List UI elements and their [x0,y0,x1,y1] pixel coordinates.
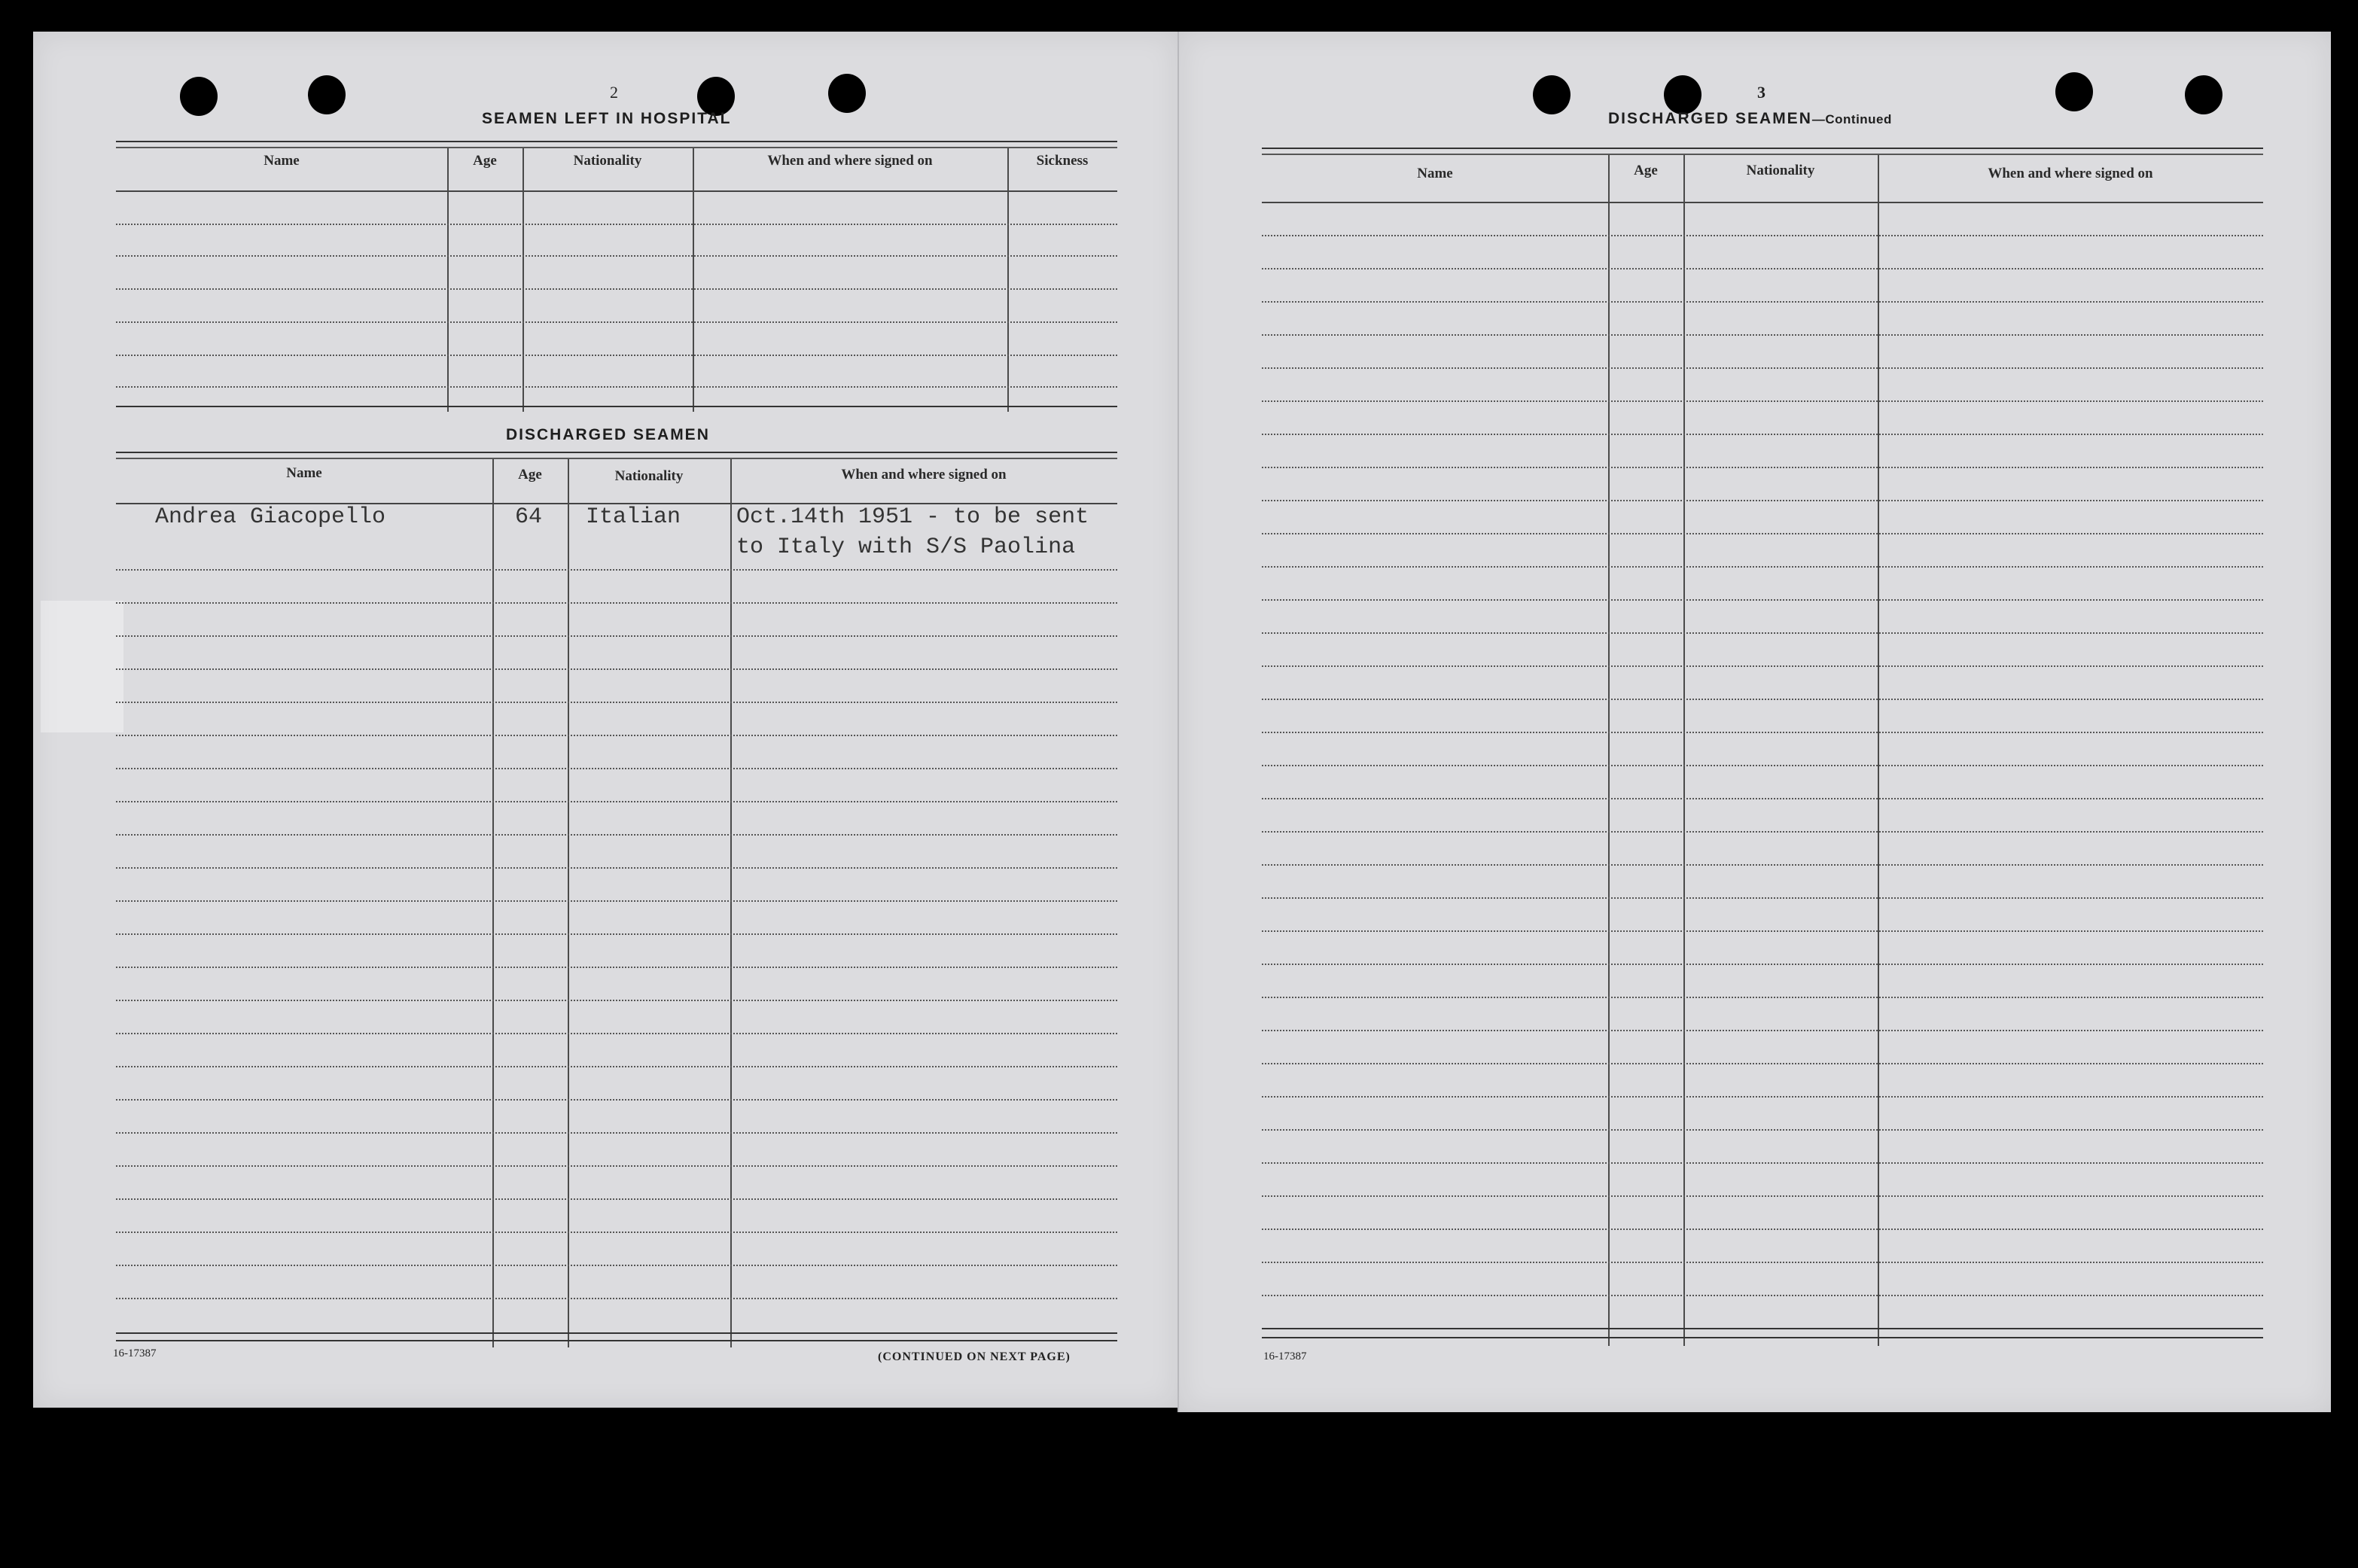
discharged-continued-title [1608,110,1892,128]
punch-hole [828,74,866,113]
col-header-name: Name [1417,166,1453,181]
page-number: 2 [610,83,618,102]
col-header-nationality: Nationality [614,468,684,484]
discharged-section-title: DISCHARGED SEAMEN [506,426,710,443]
page-number: 3 [1757,83,1765,102]
col-header-age: Age [473,153,497,169]
left-page [33,32,1177,1408]
punch-hole [1664,75,1701,114]
col-header-signed-on: When and where signed on [767,153,933,169]
entry-signed-on-line2: to Italy with S/S Paolina [736,534,1076,560]
entry-signed-on-line1: Oct.14th 1951 - to be sent [736,504,1089,530]
entry-nationality: Italian [586,504,681,530]
col-header-age: Age [1634,163,1658,178]
entry-age: 64 [515,504,543,530]
punch-hole [1533,75,1570,114]
col-header-nationality: Nationality [573,153,642,169]
discharged-continued-table [1262,148,2263,1382]
col-header-signed-on: When and where signed on [1988,166,2153,181]
col-header-name: Name [286,465,322,481]
col-header-signed-on: When and where signed on [841,467,1007,483]
punch-hole [308,75,346,114]
punch-hole [2055,72,2093,111]
form-number: 16-17387 [1263,1350,1307,1362]
punch-hole [2185,75,2222,114]
title-suffix: —Continued [1811,112,1892,126]
hospital-table [116,141,1117,442]
continued-note: (CONTINUED ON NEXT PAGE) [878,1350,1071,1363]
right-page [1177,32,2331,1412]
col-header-nationality: Nationality [1746,163,1815,178]
entry-name: Andrea Giacopello [155,504,386,530]
col-header-name: Name [264,153,300,169]
paper-stain [41,601,123,732]
discharged-table [116,452,1117,1385]
title-main: DISCHARGED SEAMEN [1608,110,1812,127]
hospital-section-title: SEAMEN LEFT IN HOSPITAL [482,110,732,127]
col-header-age: Age [518,467,542,483]
punch-hole [180,77,218,116]
form-number: 16-17387 [113,1347,157,1359]
col-header-sickness: Sickness [1036,153,1089,169]
